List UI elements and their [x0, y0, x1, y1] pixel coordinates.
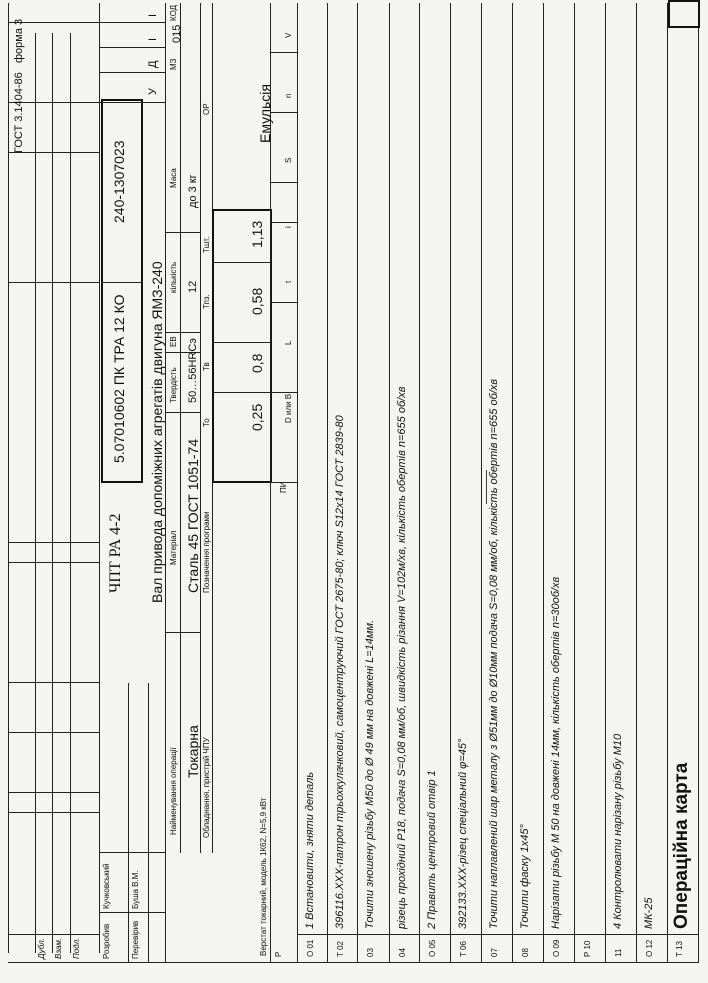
- hardness-value: 50…56HRCэ: [187, 338, 199, 403]
- standard: ГОСТ 3.1404-86: [13, 72, 25, 153]
- time-norms-box: [212, 209, 272, 483]
- col-n: n: [284, 93, 293, 98]
- col-v: V: [284, 32, 293, 38]
- row-code: 08: [521, 948, 530, 957]
- tsht-value: 1,13: [249, 220, 265, 248]
- mz-label: МЗ: [169, 58, 178, 70]
- document-code: 5.07010602 ПК ТРА 12 КО: [111, 294, 127, 463]
- part-number: 240-1307023: [111, 140, 127, 223]
- material-label: Матеріал: [169, 530, 178, 565]
- kod-label: КОД: [169, 4, 178, 21]
- col-d: D или B: [284, 393, 293, 423]
- to-value: 0,25: [249, 403, 265, 431]
- quantity-value: 12: [187, 280, 199, 293]
- mark-code: 015: [171, 24, 183, 43]
- col-p: Р: [274, 951, 283, 957]
- row-code: 07: [490, 948, 499, 957]
- tv-value: 0,8: [249, 353, 265, 373]
- hardness-label: Твердість: [169, 367, 178, 403]
- row-text: 4 Контролювати нарізану різьбу М10: [612, 733, 624, 929]
- row-code: О 01: [306, 939, 315, 957]
- row-code: 04: [398, 948, 407, 957]
- tv-label: Тв: [202, 362, 211, 371]
- mark-u: У: [147, 88, 159, 95]
- corner-box: [668, 0, 700, 28]
- row-code: О 09: [552, 939, 561, 957]
- mass-label: Маса: [169, 168, 178, 188]
- row-text: Точити зношену різьбу М50 до Ø 49 мм на довжені L=14мм.: [364, 619, 376, 929]
- cut-mark: [486, 470, 487, 504]
- row-text: 392133.XXX-різец спеціальний φ=45°: [457, 738, 469, 929]
- dubl-label: Дубл.: [37, 938, 46, 959]
- eb-label: ЕВ: [169, 336, 178, 347]
- mark-i1: І: [147, 37, 159, 41]
- developer-label: Розробив: [102, 923, 111, 959]
- mark-i2: І: [147, 13, 159, 17]
- podl-label: Подл.: [72, 937, 81, 959]
- form-number: форма 3: [13, 18, 25, 63]
- equipment-label: Обладнання, пристрій ЧПУ: [202, 737, 211, 838]
- developer-name: Кучковський: [102, 863, 111, 909]
- part-name: Вал привода допоміжних агрегатів двигуна ЯМЗ-240: [149, 261, 165, 603]
- mass-value: до 3 кг: [187, 174, 199, 208]
- quantity-label: кількість: [169, 261, 178, 293]
- organization: ЧПТ РА 4-2: [107, 513, 124, 593]
- row-text: 2 Править центровий отвір 1: [426, 770, 438, 929]
- row-code: Т 02: [336, 940, 345, 957]
- row-text: Точити фаску 1х45°: [519, 824, 531, 929]
- row-code: 03: [366, 948, 375, 957]
- row-text: Нарізати різьбу М 50 на довжені 14мм, кількість обертів n=30об/хв: [550, 576, 562, 929]
- operation-name-label: Найменування операції: [169, 747, 178, 835]
- tsht-label: Тшт.: [202, 236, 211, 253]
- material-value: Сталь 45 ГОСТ 1051-74: [185, 438, 201, 593]
- card-title: Операційна карта: [671, 762, 692, 929]
- row-text: 1 Встановити, зняти деталь: [304, 771, 316, 929]
- col-t: t: [284, 280, 293, 283]
- op-label: ОР: [202, 103, 211, 115]
- tpz-value: 0,58: [249, 287, 265, 315]
- col-i: i: [284, 226, 293, 228]
- col-pi: ПИ: [279, 481, 288, 493]
- col-s: S: [284, 157, 293, 163]
- footer-code: Т 13: [675, 940, 684, 957]
- row-code: О 12: [645, 939, 654, 957]
- to-label: То: [202, 418, 211, 427]
- col-l: L: [284, 340, 293, 345]
- row-code: 11: [614, 948, 623, 957]
- tpz-label: Тпз.: [202, 294, 211, 309]
- row-text: Точити наплавлений шар металу з Ø51мм до Ø10мм подача S=0,08 мм/об, кількість обертів n=655 об/хв: [488, 378, 500, 929]
- row-text: різець прохідний Р18, подача S=0,08 мм/об, швидкість різання V=102м/хв, кількість обертів n=655 об/хв: [396, 386, 408, 929]
- checker-label: Перевірив: [131, 920, 140, 959]
- row-text: МК-25: [643, 897, 655, 929]
- operation-name: Токарна: [185, 725, 201, 778]
- vzam-label: Взам.: [54, 937, 63, 959]
- row-code: Т 06: [459, 940, 468, 957]
- checker-name: Буша В.М.: [131, 870, 140, 909]
- program-label: Позначення програми: [202, 511, 211, 593]
- row-code: О 05: [428, 939, 437, 957]
- row-text: 396116.XXX-патрон трьохкулачковий, самоцентруючий ГОСТ 2675-80; ключ S12x14 ГОСТ 2839-80: [334, 415, 346, 929]
- mark-d: Д: [147, 60, 159, 68]
- machine: Верстат токарний, модель 1К62, N=5,9 кВт: [259, 797, 268, 956]
- row-code: Р 10: [583, 940, 592, 957]
- coolant: Емульсія: [257, 84, 273, 143]
